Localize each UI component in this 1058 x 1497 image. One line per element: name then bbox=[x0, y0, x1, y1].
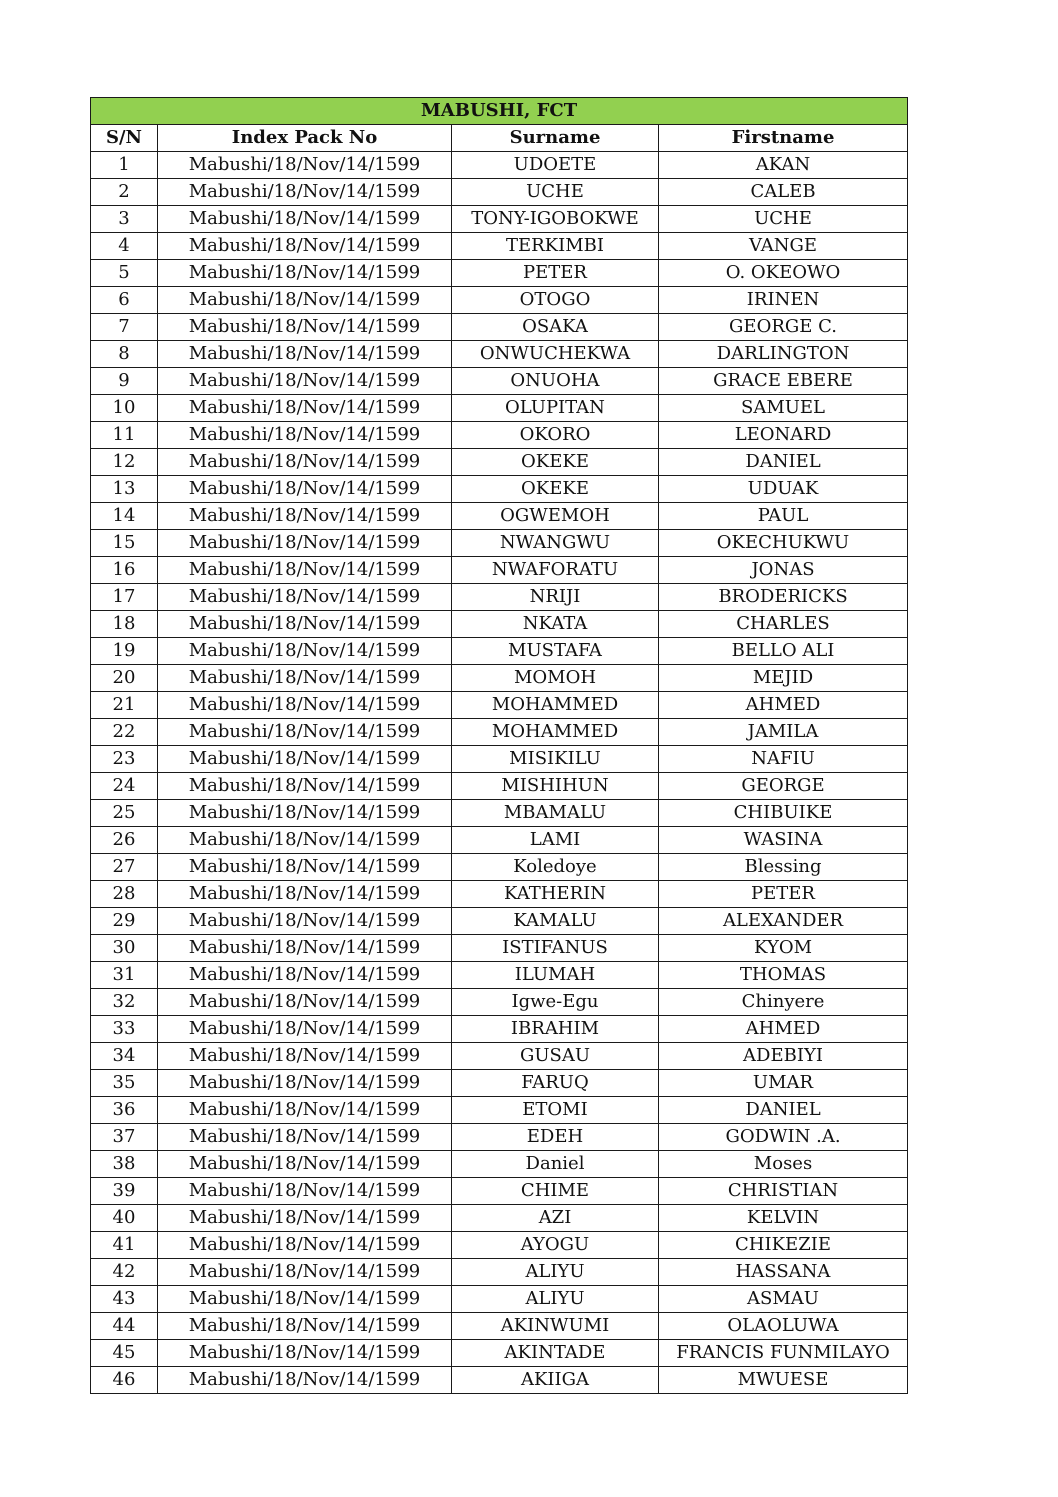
cell-index-pack-no: Mabushi/18/Nov/14/1599 bbox=[158, 422, 452, 449]
cell-surname: NKATA bbox=[452, 611, 659, 638]
table-row bbox=[91, 854, 908, 881]
cell-sn: 21 bbox=[91, 692, 158, 719]
table-row bbox=[91, 1016, 908, 1043]
table-row bbox=[91, 1124, 908, 1151]
table-row bbox=[91, 395, 908, 422]
cell-sn: 41 bbox=[91, 1232, 158, 1259]
cell-surname: MOMOH bbox=[452, 665, 659, 692]
cell-firstname: Blessing bbox=[659, 854, 908, 881]
table-row bbox=[91, 152, 908, 179]
cell-index-pack-no: Mabushi/18/Nov/14/1599 bbox=[158, 179, 452, 206]
cell-sn: 32 bbox=[91, 989, 158, 1016]
cell-surname: TONY-IGOBOKWE bbox=[452, 206, 659, 233]
column-header-sn: S/N bbox=[91, 125, 158, 152]
cell-surname: MISHIHUN bbox=[452, 773, 659, 800]
cell-sn: 36 bbox=[91, 1097, 158, 1124]
cell-sn: 44 bbox=[91, 1313, 158, 1340]
cell-firstname: BRODERICKS bbox=[659, 584, 908, 611]
cell-surname: FARUQ bbox=[452, 1070, 659, 1097]
cell-index-pack-no: Mabushi/18/Nov/14/1599 bbox=[158, 1367, 452, 1394]
cell-index-pack-no: Mabushi/18/Nov/14/1599 bbox=[158, 692, 452, 719]
cell-surname: CHIME bbox=[452, 1178, 659, 1205]
table-row bbox=[91, 233, 908, 260]
cell-surname: MOHAMMED bbox=[452, 692, 659, 719]
cell-firstname: UCHE bbox=[659, 206, 908, 233]
cell-index-pack-no: Mabushi/18/Nov/14/1599 bbox=[158, 962, 452, 989]
cell-surname: ETOMI bbox=[452, 1097, 659, 1124]
cell-sn: 9 bbox=[91, 368, 158, 395]
cell-firstname: CHIKEZIE bbox=[659, 1232, 908, 1259]
table-row bbox=[91, 530, 908, 557]
cell-index-pack-no: Mabushi/18/Nov/14/1599 bbox=[158, 1151, 452, 1178]
cell-firstname: UMAR bbox=[659, 1070, 908, 1097]
cell-sn: 33 bbox=[91, 1016, 158, 1043]
cell-firstname: BELLO ALI bbox=[659, 638, 908, 665]
cell-index-pack-no: Mabushi/18/Nov/14/1599 bbox=[158, 881, 452, 908]
cell-firstname: OKECHUKWU bbox=[659, 530, 908, 557]
table-row bbox=[91, 422, 908, 449]
table-row bbox=[91, 179, 908, 206]
cell-surname: OKORO bbox=[452, 422, 659, 449]
cell-sn: 7 bbox=[91, 314, 158, 341]
cell-firstname: GODWIN .A. bbox=[659, 1124, 908, 1151]
cell-surname: OTOGO bbox=[452, 287, 659, 314]
cell-surname: OGWEMOH bbox=[452, 503, 659, 530]
cell-sn: 12 bbox=[91, 449, 158, 476]
cell-index-pack-no: Mabushi/18/Nov/14/1599 bbox=[158, 719, 452, 746]
cell-sn: 35 bbox=[91, 1070, 158, 1097]
cell-firstname: GEORGE C. bbox=[659, 314, 908, 341]
cell-firstname: SAMUEL bbox=[659, 395, 908, 422]
cell-index-pack-no: Mabushi/18/Nov/14/1599 bbox=[158, 287, 452, 314]
cell-firstname: VANGE bbox=[659, 233, 908, 260]
cell-surname: MUSTAFA bbox=[452, 638, 659, 665]
table-row bbox=[91, 1178, 908, 1205]
cell-surname: MOHAMMED bbox=[452, 719, 659, 746]
column-header-index-pack-no: Index Pack No bbox=[158, 125, 452, 152]
cell-firstname: HASSANA bbox=[659, 1259, 908, 1286]
cell-sn: 4 bbox=[91, 233, 158, 260]
cell-sn: 28 bbox=[91, 881, 158, 908]
cell-surname: AZI bbox=[452, 1205, 659, 1232]
table-row bbox=[91, 368, 908, 395]
cell-sn: 6 bbox=[91, 287, 158, 314]
cell-sn: 23 bbox=[91, 746, 158, 773]
cell-surname: ONUOHA bbox=[452, 368, 659, 395]
cell-sn: 38 bbox=[91, 1151, 158, 1178]
table-row bbox=[91, 1286, 908, 1313]
cell-sn: 34 bbox=[91, 1043, 158, 1070]
cell-index-pack-no: Mabushi/18/Nov/14/1599 bbox=[158, 260, 452, 287]
cell-sn: 25 bbox=[91, 800, 158, 827]
cell-firstname: CHRISTIAN bbox=[659, 1178, 908, 1205]
cell-surname: IBRAHIM bbox=[452, 1016, 659, 1043]
cell-surname: EDEH bbox=[452, 1124, 659, 1151]
table-row bbox=[91, 206, 908, 233]
table-row bbox=[91, 449, 908, 476]
table-row bbox=[91, 503, 908, 530]
table-row bbox=[91, 1313, 908, 1340]
cell-index-pack-no: Mabushi/18/Nov/14/1599 bbox=[158, 152, 452, 179]
cell-surname: Igwe-Egu bbox=[452, 989, 659, 1016]
cell-firstname: DANIEL bbox=[659, 1097, 908, 1124]
cell-sn: 45 bbox=[91, 1340, 158, 1367]
table-row bbox=[91, 665, 908, 692]
table-row bbox=[91, 1070, 908, 1097]
cell-sn: 29 bbox=[91, 908, 158, 935]
cell-index-pack-no: Mabushi/18/Nov/14/1599 bbox=[158, 1124, 452, 1151]
cell-surname: OKEKE bbox=[452, 449, 659, 476]
cell-firstname: MWUESE bbox=[659, 1367, 908, 1394]
cell-sn: 14 bbox=[91, 503, 158, 530]
table-title: MABUSHI, FCT bbox=[91, 98, 908, 125]
cell-index-pack-no: Mabushi/18/Nov/14/1599 bbox=[158, 1016, 452, 1043]
cell-surname: AKINTADE bbox=[452, 1340, 659, 1367]
cell-sn: 2 bbox=[91, 179, 158, 206]
cell-firstname: GEORGE bbox=[659, 773, 908, 800]
table-row bbox=[91, 1340, 908, 1367]
header-row bbox=[91, 125, 908, 152]
cell-index-pack-no: Mabushi/18/Nov/14/1599 bbox=[158, 908, 452, 935]
cell-firstname: Moses bbox=[659, 1151, 908, 1178]
cell-surname: OKEKE bbox=[452, 476, 659, 503]
cell-index-pack-no: Mabushi/18/Nov/14/1599 bbox=[158, 233, 452, 260]
cell-firstname: ASMAU bbox=[659, 1286, 908, 1313]
table-row bbox=[91, 719, 908, 746]
cell-surname: MISIKILU bbox=[452, 746, 659, 773]
cell-surname: ALIYU bbox=[452, 1259, 659, 1286]
cell-firstname: ALEXANDER bbox=[659, 908, 908, 935]
cell-index-pack-no: Mabushi/18/Nov/14/1599 bbox=[158, 1205, 452, 1232]
column-header-firstname: Firstname bbox=[659, 125, 908, 152]
cell-index-pack-no: Mabushi/18/Nov/14/1599 bbox=[158, 206, 452, 233]
cell-sn: 19 bbox=[91, 638, 158, 665]
cell-surname: Koledoye bbox=[452, 854, 659, 881]
cell-surname: AKIIGA bbox=[452, 1367, 659, 1394]
cell-firstname: PETER bbox=[659, 881, 908, 908]
cell-firstname: AHMED bbox=[659, 692, 908, 719]
cell-surname: UCHE bbox=[452, 179, 659, 206]
cell-firstname: KELVIN bbox=[659, 1205, 908, 1232]
cell-firstname: AKAN bbox=[659, 152, 908, 179]
cell-index-pack-no: Mabushi/18/Nov/14/1599 bbox=[158, 1313, 452, 1340]
roster-sheet bbox=[90, 97, 907, 1394]
cell-sn: 40 bbox=[91, 1205, 158, 1232]
table-row bbox=[91, 1367, 908, 1394]
table-row bbox=[91, 341, 908, 368]
cell-index-pack-no: Mabushi/18/Nov/14/1599 bbox=[158, 773, 452, 800]
cell-index-pack-no: Mabushi/18/Nov/14/1599 bbox=[158, 476, 452, 503]
table-row bbox=[91, 1097, 908, 1124]
table-row bbox=[91, 692, 908, 719]
cell-surname: Daniel bbox=[452, 1151, 659, 1178]
cell-index-pack-no: Mabushi/18/Nov/14/1599 bbox=[158, 827, 452, 854]
table-row bbox=[91, 638, 908, 665]
cell-sn: 5 bbox=[91, 260, 158, 287]
cell-sn: 8 bbox=[91, 341, 158, 368]
cell-surname: ISTIFANUS bbox=[452, 935, 659, 962]
cell-sn: 11 bbox=[91, 422, 158, 449]
cell-surname: NWAFORATU bbox=[452, 557, 659, 584]
table-row bbox=[91, 1151, 908, 1178]
cell-sn: 27 bbox=[91, 854, 158, 881]
cell-index-pack-no: Mabushi/18/Nov/14/1599 bbox=[158, 935, 452, 962]
cell-firstname: DARLINGTON bbox=[659, 341, 908, 368]
cell-surname: UDOETE bbox=[452, 152, 659, 179]
table-row bbox=[91, 557, 908, 584]
cell-index-pack-no: Mabushi/18/Nov/14/1599 bbox=[158, 1178, 452, 1205]
cell-sn: 22 bbox=[91, 719, 158, 746]
cell-surname: PETER bbox=[452, 260, 659, 287]
cell-sn: 24 bbox=[91, 773, 158, 800]
cell-firstname: IRINEN bbox=[659, 287, 908, 314]
cell-firstname: UDUAK bbox=[659, 476, 908, 503]
table-row bbox=[91, 611, 908, 638]
cell-firstname: GRACE EBERE bbox=[659, 368, 908, 395]
cell-index-pack-no: Mabushi/18/Nov/14/1599 bbox=[158, 611, 452, 638]
cell-surname: NRIJI bbox=[452, 584, 659, 611]
cell-sn: 43 bbox=[91, 1286, 158, 1313]
table-row bbox=[91, 314, 908, 341]
cell-sn: 17 bbox=[91, 584, 158, 611]
cell-index-pack-no: Mabushi/18/Nov/14/1599 bbox=[158, 1259, 452, 1286]
cell-sn: 15 bbox=[91, 530, 158, 557]
table-row bbox=[91, 584, 908, 611]
cell-index-pack-no: Mabushi/18/Nov/14/1599 bbox=[158, 1286, 452, 1313]
cell-firstname: Chinyere bbox=[659, 989, 908, 1016]
cell-index-pack-no: Mabushi/18/Nov/14/1599 bbox=[158, 854, 452, 881]
cell-sn: 37 bbox=[91, 1124, 158, 1151]
table-row bbox=[91, 800, 908, 827]
cell-firstname: WASINA bbox=[659, 827, 908, 854]
cell-index-pack-no: Mabushi/18/Nov/14/1599 bbox=[158, 665, 452, 692]
cell-index-pack-no: Mabushi/18/Nov/14/1599 bbox=[158, 1043, 452, 1070]
cell-firstname: CHARLES bbox=[659, 611, 908, 638]
table-row bbox=[91, 476, 908, 503]
cell-firstname: PAUL bbox=[659, 503, 908, 530]
roster-body bbox=[91, 152, 908, 1394]
cell-surname: NWANGWU bbox=[452, 530, 659, 557]
cell-index-pack-no: Mabushi/18/Nov/14/1599 bbox=[158, 449, 452, 476]
cell-index-pack-no: Mabushi/18/Nov/14/1599 bbox=[158, 1232, 452, 1259]
cell-sn: 18 bbox=[91, 611, 158, 638]
cell-sn: 26 bbox=[91, 827, 158, 854]
cell-index-pack-no: Mabushi/18/Nov/14/1599 bbox=[158, 800, 452, 827]
table-row bbox=[91, 935, 908, 962]
cell-surname: KAMALU bbox=[452, 908, 659, 935]
cell-firstname: LEONARD bbox=[659, 422, 908, 449]
cell-sn: 3 bbox=[91, 206, 158, 233]
table-row bbox=[91, 827, 908, 854]
cell-index-pack-no: Mabushi/18/Nov/14/1599 bbox=[158, 1070, 452, 1097]
cell-surname: ALIYU bbox=[452, 1286, 659, 1313]
table-row bbox=[91, 260, 908, 287]
cell-sn: 13 bbox=[91, 476, 158, 503]
cell-surname: AKINWUMI bbox=[452, 1313, 659, 1340]
cell-surname: OSAKA bbox=[452, 314, 659, 341]
cell-surname: ILUMAH bbox=[452, 962, 659, 989]
table-row bbox=[91, 1043, 908, 1070]
cell-index-pack-no: Mabushi/18/Nov/14/1599 bbox=[158, 584, 452, 611]
cell-sn: 31 bbox=[91, 962, 158, 989]
cell-sn: 10 bbox=[91, 395, 158, 422]
cell-firstname: FRANCIS FUNMILAYO bbox=[659, 1340, 908, 1367]
cell-sn: 42 bbox=[91, 1259, 158, 1286]
cell-surname: GUSAU bbox=[452, 1043, 659, 1070]
table-row bbox=[91, 989, 908, 1016]
table-row bbox=[91, 1205, 908, 1232]
table-row bbox=[91, 1232, 908, 1259]
cell-sn: 1 bbox=[91, 152, 158, 179]
table-row bbox=[91, 746, 908, 773]
table-row bbox=[91, 962, 908, 989]
table-row bbox=[91, 1259, 908, 1286]
cell-firstname: JAMILA bbox=[659, 719, 908, 746]
cell-surname: TERKIMBI bbox=[452, 233, 659, 260]
cell-firstname: O. OKEOWO bbox=[659, 260, 908, 287]
cell-firstname: AHMED bbox=[659, 1016, 908, 1043]
cell-index-pack-no: Mabushi/18/Nov/14/1599 bbox=[158, 341, 452, 368]
cell-firstname: THOMAS bbox=[659, 962, 908, 989]
cell-index-pack-no: Mabushi/18/Nov/14/1599 bbox=[158, 503, 452, 530]
cell-sn: 39 bbox=[91, 1178, 158, 1205]
cell-firstname: OLAOLUWA bbox=[659, 1313, 908, 1340]
cell-sn: 20 bbox=[91, 665, 158, 692]
title-row bbox=[91, 98, 908, 125]
cell-surname: KATHERIN bbox=[452, 881, 659, 908]
table-row bbox=[91, 287, 908, 314]
cell-firstname: CHIBUIKE bbox=[659, 800, 908, 827]
cell-index-pack-no: Mabushi/18/Nov/14/1599 bbox=[158, 638, 452, 665]
roster-table bbox=[90, 97, 908, 1394]
cell-surname: OLUPITAN bbox=[452, 395, 659, 422]
cell-sn: 16 bbox=[91, 557, 158, 584]
cell-index-pack-no: Mabushi/18/Nov/14/1599 bbox=[158, 1097, 452, 1124]
cell-firstname: ADEBIYI bbox=[659, 1043, 908, 1070]
cell-index-pack-no: Mabushi/18/Nov/14/1599 bbox=[158, 1340, 452, 1367]
cell-index-pack-no: Mabushi/18/Nov/14/1599 bbox=[158, 395, 452, 422]
cell-index-pack-no: Mabushi/18/Nov/14/1599 bbox=[158, 989, 452, 1016]
cell-index-pack-no: Mabushi/18/Nov/14/1599 bbox=[158, 530, 452, 557]
cell-firstname: CALEB bbox=[659, 179, 908, 206]
cell-firstname: NAFIU bbox=[659, 746, 908, 773]
cell-sn: 30 bbox=[91, 935, 158, 962]
cell-surname: ONWUCHEKWA bbox=[452, 341, 659, 368]
cell-index-pack-no: Mabushi/18/Nov/14/1599 bbox=[158, 314, 452, 341]
table-row bbox=[91, 773, 908, 800]
cell-index-pack-no: Mabushi/18/Nov/14/1599 bbox=[158, 746, 452, 773]
cell-firstname: JONAS bbox=[659, 557, 908, 584]
cell-surname: MBAMALU bbox=[452, 800, 659, 827]
table-row bbox=[91, 908, 908, 935]
cell-firstname: KYOM bbox=[659, 935, 908, 962]
cell-sn: 46 bbox=[91, 1367, 158, 1394]
cell-surname: LAMI bbox=[452, 827, 659, 854]
cell-index-pack-no: Mabushi/18/Nov/14/1599 bbox=[158, 368, 452, 395]
cell-surname: AYOGU bbox=[452, 1232, 659, 1259]
cell-firstname: DANIEL bbox=[659, 449, 908, 476]
cell-index-pack-no: Mabushi/18/Nov/14/1599 bbox=[158, 557, 452, 584]
table-row bbox=[91, 881, 908, 908]
column-header-surname: Surname bbox=[452, 125, 659, 152]
cell-firstname: MEJID bbox=[659, 665, 908, 692]
